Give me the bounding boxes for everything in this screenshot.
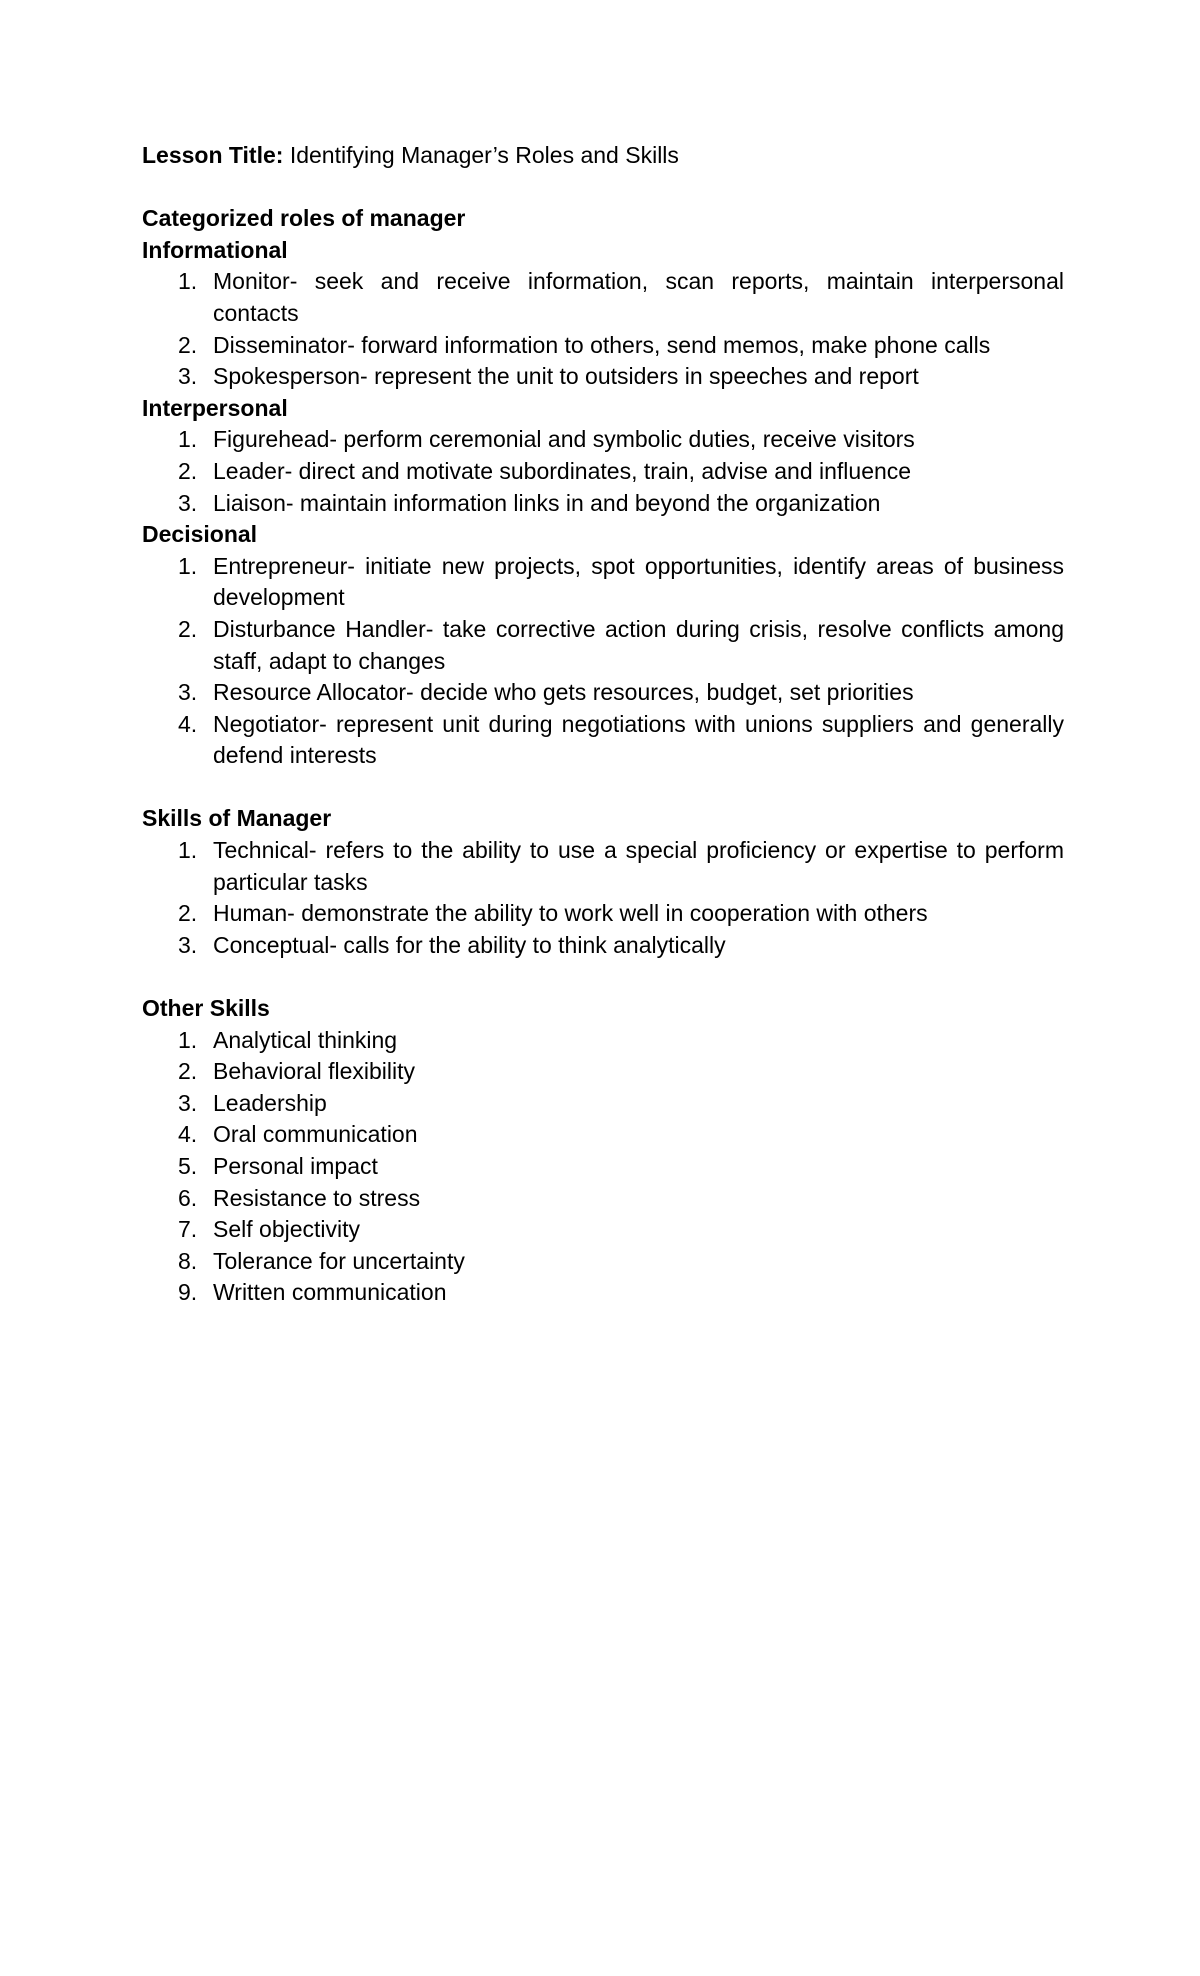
list-item: 3. Resource Allocator- decide who gets resources, budget, set priorities bbox=[178, 679, 914, 706]
list-item: 1. Monitor- seek and receive information, scan reports, maintain interpersonal contacts bbox=[178, 268, 1064, 326]
list-item: 3. Leadership bbox=[178, 1089, 327, 1116]
document-page bbox=[142, 140, 1064, 1309]
roles-heading: Categorized roles of manager bbox=[142, 205, 466, 232]
list-item: 1. Analytical thinking bbox=[178, 1026, 398, 1053]
list-skills bbox=[142, 835, 1064, 961]
list-decisional bbox=[142, 551, 1064, 772]
list-item: 4. Oral communication bbox=[178, 1121, 418, 1148]
list-item: 2. Leader- direct and motivate subordinates, train, advise and influence bbox=[178, 457, 912, 484]
list-item: 2. Behavioral flexibility bbox=[178, 1058, 415, 1085]
group-heading-informational: Informational bbox=[142, 236, 288, 263]
spacer bbox=[142, 172, 1064, 204]
group-heading-interpersonal: Interpersonal bbox=[142, 394, 288, 421]
list-item: 1. Technical- refers to the ability to use a special proficiency or expertise to perform particular tasks bbox=[178, 837, 1064, 895]
list-item: 6. Resistance to stress bbox=[178, 1184, 421, 1211]
list-item: 3. Spokesperson- represent the unit to outsiders in speeches and report bbox=[178, 363, 919, 390]
list-item: 8. Tolerance for uncertainty bbox=[178, 1247, 465, 1274]
spacer bbox=[142, 772, 1064, 804]
list-informational bbox=[142, 266, 1064, 392]
lesson-title bbox=[142, 140, 1064, 172]
list-item: 2. Disseminator- forward information to others, send memos, make phone calls bbox=[178, 331, 991, 358]
list-item: 1. Figurehead- perform ceremonial and symbolic duties, receive visitors bbox=[178, 426, 915, 453]
list-item: 9. Written communication bbox=[178, 1279, 447, 1306]
spacer bbox=[142, 961, 1064, 993]
list-item: 2. Disturbance Handler- take corrective action during crisis, resolve conflicts among staff, adapt to changes bbox=[178, 615, 1064, 674]
list-item: 3. Conceptual- calls for the ability to think analytically bbox=[178, 931, 726, 958]
list-interpersonal bbox=[142, 424, 1064, 519]
list-item: 1. Entrepreneur- initiate new projects, spot opportunities, identify areas of business development bbox=[178, 552, 1064, 611]
list-item: 2. Human- demonstrate the ability to work well in cooperation with others bbox=[178, 900, 928, 927]
list-item: 5. Personal impact bbox=[178, 1153, 378, 1179]
lesson-title-label: Lesson Title: bbox=[142, 142, 284, 168]
list-item: 3. Liaison- maintain information links in and beyond the organization bbox=[178, 489, 881, 516]
list-item: 4. Negotiator- represent unit during negotiations with unions suppliers and generally defend interests bbox=[178, 710, 1064, 769]
list-item: 7. Self objectivity bbox=[178, 1216, 361, 1243]
group-heading-decisional: Decisional bbox=[142, 521, 258, 548]
list-other-skills bbox=[142, 1025, 1064, 1309]
other-skills-heading: Other Skills bbox=[142, 995, 270, 1022]
lesson-title-text: Identifying Manager’s Roles and Skills bbox=[283, 142, 679, 168]
skills-heading: Skills of Manager bbox=[142, 805, 332, 832]
